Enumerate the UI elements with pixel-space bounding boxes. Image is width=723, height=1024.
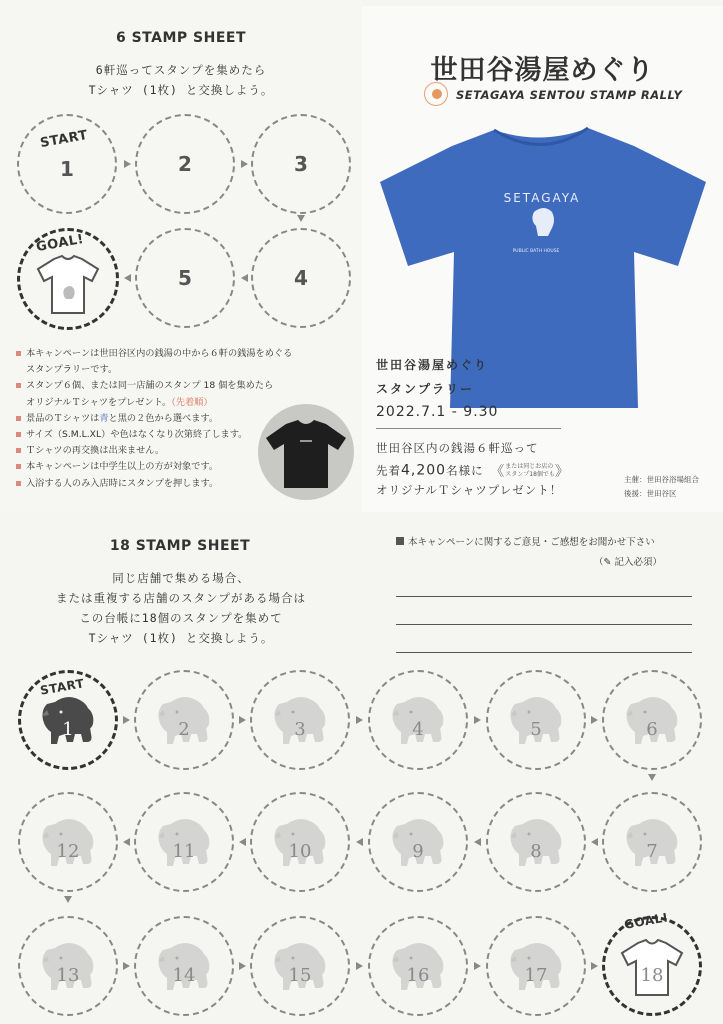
logo-icon (424, 82, 448, 106)
eighteen-stamp-sheet (0, 512, 723, 1024)
poster (362, 6, 723, 512)
arrow-left-icon (591, 838, 598, 846)
poster-desc-1: 世田谷区内の銭湯６軒巡って (376, 441, 539, 455)
stamp-slot-9[interactable] (368, 792, 468, 892)
bullet-icon (16, 383, 21, 388)
bracket-left: 《 (490, 464, 506, 480)
stamp-slot-16[interactable] (368, 916, 468, 1016)
stamp-slot-6[interactable] (602, 670, 702, 770)
stamp-slot-14[interactable] (134, 916, 234, 1016)
stamp-number: 7 (646, 840, 658, 862)
feedback-question-text: 本キャンペーンに関するご意見・ご感想をお聞かせ下さい (408, 537, 655, 548)
stamp-slot-10[interactable] (250, 792, 350, 892)
stamp-number: 16 (406, 964, 430, 986)
arrow-right-icon (241, 160, 248, 168)
arrow-left-icon (124, 274, 131, 282)
note-text: 本キャンペーンは中学生以上の方が対象です。 (26, 461, 219, 473)
arrow-right-icon (124, 160, 131, 168)
arrow-right-icon (474, 716, 481, 724)
lead-line: または重複する店舗のスタンプがある場合は (56, 591, 306, 605)
goal-tag: GOAL! (623, 910, 670, 932)
arrow-left-icon (241, 274, 248, 282)
bullet-icon (16, 432, 21, 437)
shirt-small-print: PUBLIC BATH HOUSE (512, 249, 560, 254)
arrow-right-icon (123, 962, 130, 970)
bracket-left: （ (594, 557, 604, 568)
note-text: 本キャンペーンは世田谷区内の銭湯の中から６軒の銭湯をめぐる (26, 348, 293, 359)
stamp-number: 4 (294, 266, 308, 290)
note-text: 入浴する人のみ入店時にスタンプを押します。 (26, 477, 219, 489)
desc-pre: 先着 (376, 463, 401, 478)
lead-line: 同じ店舗で集める場合、 (112, 571, 250, 585)
stamp-number: 9 (412, 840, 424, 862)
stamp-number: 13 (56, 964, 80, 986)
arrow-left-icon (356, 838, 363, 846)
arrow-right-icon (356, 716, 363, 724)
stamp-number: 2 (178, 718, 190, 740)
stamp-slot-3[interactable] (250, 670, 350, 770)
tshirt-icon (258, 404, 354, 500)
stamp-slot-4[interactable] (251, 228, 351, 328)
bullet-icon (16, 416, 21, 421)
stamp-number: 2 (178, 152, 192, 176)
poster-desc-2 (376, 461, 570, 481)
lead-line: この台帳に18個のスタンプを集めて (79, 611, 283, 625)
goal-tag: GOAL! (35, 231, 86, 256)
arrow-down-icon (297, 215, 305, 222)
start-tag: START (39, 676, 86, 698)
eighteen-sheet-title: 18 STAMP SHEET (109, 538, 251, 554)
arrow-down-icon (64, 896, 72, 903)
stamp-slot-7[interactable] (602, 792, 702, 892)
stamp-slot-5[interactable] (135, 228, 235, 328)
bracket-note (505, 463, 555, 479)
poster-desc-3: オリジナルＴシャツプレゼント！ (376, 483, 563, 497)
poster-dates: 2022.7.1 - 9.30 (376, 404, 499, 420)
poster-subtitle: SETAGAYA SENTOU STAMP RALLY (456, 88, 683, 102)
stamp-slot-1[interactable] (17, 114, 117, 214)
stamp-number: 17 (524, 964, 548, 986)
stamp-number: 3 (294, 152, 308, 176)
bullet-icon (16, 351, 21, 356)
stamp-slot-3[interactable] (251, 114, 351, 214)
arrow-left-icon (239, 838, 246, 846)
note-text: スタンプラリーです。 (26, 364, 118, 376)
stamp-number: 5 (530, 718, 542, 740)
desc-number: 4,200 (401, 462, 447, 479)
shirt-print: SETAGAYA (503, 191, 581, 205)
poster-title: 世田谷湯屋めぐり (430, 55, 655, 86)
stamp-slot-13[interactable] (18, 916, 118, 1016)
black-tshirt-photo (258, 404, 354, 500)
pencil-icon: ✎ (603, 557, 612, 568)
note-text: オリジナルＴシャツをプレゼント。 (26, 396, 172, 408)
feedback-line-2[interactable] (396, 624, 692, 625)
organizer: 主催：世田谷浴場組合 (624, 475, 699, 484)
feedback-line-3[interactable] (396, 652, 692, 653)
lead-line: Tシャツ (1枚) と交換しよう。 (88, 631, 274, 645)
start-tag: START (39, 127, 90, 152)
poster-jp-line1: 世田谷湯屋めぐり (376, 358, 489, 372)
stamp-slot-15[interactable] (250, 916, 350, 1016)
bracket-note-1: または同じお店の (505, 463, 554, 470)
stamp-slot-17[interactable] (486, 916, 586, 1016)
feedback-line-1[interactable] (396, 596, 692, 597)
feedback-question (396, 534, 655, 548)
stamp-slot-2[interactable] (135, 114, 235, 214)
arrow-left-icon (474, 838, 481, 846)
stamp-slot-11[interactable] (134, 792, 234, 892)
note-text: 景品のＴシャツは (26, 412, 100, 424)
stamp-slot-5[interactable] (486, 670, 586, 770)
arrow-right-icon (356, 962, 363, 970)
six-stamp-sheet (0, 0, 362, 512)
stamp-slot-12[interactable] (18, 792, 118, 892)
arrow-right-icon (474, 962, 481, 970)
square-icon (396, 537, 404, 545)
stamp-number: 10 (288, 840, 312, 862)
six-sheet-title: 6 STAMP SHEET (115, 30, 247, 46)
arrow-right-icon (123, 716, 130, 724)
bullet-icon (16, 464, 21, 469)
poster-jp-line2: スタンプラリー (376, 382, 475, 396)
bullet-icon (16, 448, 21, 453)
six-sheet-lead-2: Tシャツ (1枚) と交換しよう。 (88, 83, 274, 97)
stamp-slot-4[interactable] (368, 670, 468, 770)
bracket-note-2: スタンプ18個でも (505, 471, 555, 478)
note-item (16, 346, 350, 378)
required-note (594, 554, 662, 568)
stamp-number: 8 (530, 840, 542, 862)
divider (376, 428, 561, 429)
stamp-number: 14 (172, 964, 196, 986)
stamp-number: 1 (62, 718, 74, 740)
note-text: Ｔシャツの再交換は出来ません。 (26, 445, 165, 457)
stamp-number: 15 (288, 964, 312, 986)
stamp-number: 5 (178, 266, 192, 290)
note-blue: 青 (99, 412, 109, 424)
eighteen-sheet-lead (20, 568, 342, 648)
arrow-right-icon (239, 716, 246, 724)
required-text: 記入必須 (614, 557, 653, 568)
note-accent: （先着順） (171, 396, 213, 408)
note-text: スタンプ６個、または同一店舗のスタンプ 18 個を集めたら (26, 380, 274, 392)
stamp-number: 4 (412, 718, 424, 740)
stamp-slot-2[interactable] (134, 670, 234, 770)
note-text: と黒の２色から選べます。 (108, 412, 219, 424)
tshirt-icon (34, 253, 102, 317)
arrow-left-icon (123, 838, 130, 846)
stamp-number: 11 (172, 840, 196, 862)
arrow-right-icon (591, 962, 598, 970)
arrow-down-icon (648, 774, 656, 781)
bullet-icon (16, 481, 21, 486)
bracket-right: ） (652, 557, 663, 568)
stamp-number: 18 (640, 964, 664, 986)
stamp-slot-8[interactable] (486, 792, 586, 892)
stamp-number: 6 (646, 718, 658, 740)
note-text: サイズ（S.M.L.XL）や色はなくなり次第終了します。 (26, 429, 248, 441)
arrow-right-icon (591, 716, 598, 724)
bracket-right: 》 (554, 464, 570, 480)
stamp-number: 12 (56, 840, 80, 862)
stamp-number: 3 (294, 718, 306, 740)
six-sheet-lead-1: 6軒巡ってスタンプを集めたら (95, 63, 267, 77)
arrow-right-icon (239, 962, 246, 970)
stamp-slot-18[interactable] (602, 916, 702, 1016)
sponsor: 後援：世田谷区 (624, 489, 677, 498)
stamp-number: 1 (60, 157, 74, 181)
desc-post: 名様に (446, 463, 484, 478)
